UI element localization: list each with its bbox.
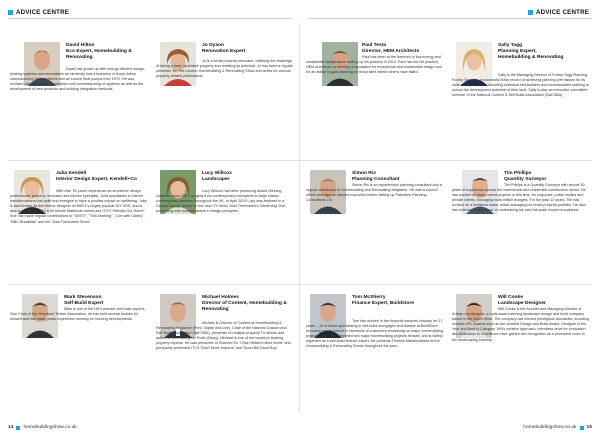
person-name: Tim Phillips: [504, 171, 532, 176]
person-bio: Jo is a serial property renovator, relishing the challenge of taking a tired, lacklustre property and realising its potential. Jo has been a regular presenter for The London Homebuilding & Renovating Show and writes for various property-related publications.: [156, 59, 293, 79]
person-role: Finance Expert, Buildstore: [352, 301, 414, 306]
profile-card: [304, 32, 446, 156]
left-page-number: 14: [8, 425, 14, 430]
right-header: [528, 9, 589, 16]
left-header: [8, 9, 69, 16]
person-role: Interior Design Expert, Kendell+Co: [56, 177, 137, 182]
person-bio: Tim Phillips is a Quantity Surveyor with almost 30 years of experience across the commercial and residential construction sector. He has worked on many varied projects in this time, for corporate, public bodies and private clients, managing multi-million budgets. For the past 12 years, Tim has worked on a freelance basis, whilst managing his rental property portfolio. He also has extensive experience of undertaking his own full-scale house renovations.: [452, 183, 586, 213]
header-square-icon: [8, 10, 13, 15]
person-bio: Tom has worked in the financial services industry for 27 years – 14 of these specialising in self-build mortgages and finance at BuildStore, providing expert advice to hundreds of customers embarking on major homebuilding projects. Tom has completed two major homebuilding projects himself, and is widely regarded as a self-build finance expert. He presents Finance Masterclasses at the Homebuilding & Renovating Shows throughout the year.: [306, 319, 444, 349]
person-name: Simon Rix: [352, 171, 376, 176]
row-divider: [8, 160, 592, 161]
person-bio: With over 30 years' experience as an interior design professional, property renovator and kitchen specialist, Julia specialises in interior transformations that uplift and energise to have a positive impact on wellbeing. Julia is best known as the interior designer on BBC1's hugely popular DIY SOS, and is also a regular on ITV1's 60 Minute Makeover series and ITV's "Rebuild Our Home". She has made regular contributions to "GMTV", "This Morning", "Live with Gabby", "BBC Breakfast" and the "Alan Titchmarsh Show".: [10, 189, 147, 224]
person-bio: Lucy Willcox has been producing Award Winning Gardens since 2007, ranging from contemporary courtyards to large classic contemporary gardens throughout the UK. In April 2024 Lucy was featured in a Garden Design Series on the new ITV show 'Alan Titchmarsh's Gardening Club', presenting mini masterclasses in design principles.: [156, 189, 288, 214]
profile-card: [450, 288, 592, 412]
profile-card: [8, 32, 150, 156]
footer-square-icon: [16, 426, 20, 430]
row-divider: [8, 284, 592, 285]
left-header-rule: [8, 18, 292, 19]
profile-card: [8, 164, 150, 282]
page-gutter: [299, 22, 300, 414]
person-name: David Hilton: [66, 43, 95, 48]
person-role: Quantity Surveyor: [504, 177, 547, 182]
person-name: Julia Kendell: [56, 171, 87, 176]
person-role: Landscaper: [202, 177, 230, 182]
person-name: Mark Stevenson: [64, 295, 102, 300]
profile-card: [8, 288, 150, 412]
person-name: Lucy Willcox: [202, 171, 232, 176]
left-footer: [8, 425, 77, 430]
profile-card: [304, 288, 446, 412]
person-role: Renovation Expert: [202, 49, 246, 54]
right-page-number: 15: [586, 425, 592, 430]
person-role: Director, HEM Architects: [362, 49, 420, 54]
person-role: Planning Consultant: [352, 177, 400, 182]
person-name: Jo Dyson: [202, 43, 225, 48]
person-bio: Sally is the Managing Director of Foxley Tagg Planning. Foxley Tagg has a successful track record of achieving planning permission for its wide variety of clients including individual self-builders and housebuilders seeking to unlock the development potential of their land. Sally is also an executive committee member of the National Custom & Self-Build Association (NaCSBA).: [452, 73, 589, 98]
person-role: Director of Content, Homebuilding & Renovating: [202, 301, 287, 312]
right-footer: [523, 425, 592, 430]
person-bio: David has grown up with energy efficient design, heating systems and renewables as his family had a business in South Africa manufacturing Solar systems and air source heat pumps from 1979. He was involved with the design, installation and commissioning of systems as well as the development of new products and building integration methods.: [10, 67, 146, 92]
right-header-rule: [308, 18, 592, 19]
person-bio: Will Cooke is the founder and Managing Director of Artisan Landscapes, a multi-award-winning landscape design and build company based in the South West. The company has earned prestigious accolades, including multiple APL Awards such as the coveted Design and Build Award, Designer of the Year and Best in Category. Will's creative approach, relentless drive for innovation and dedication to excellence have gained him recognition as a prominent voice in the landscaping industry.: [452, 307, 590, 342]
person-name: Tom McSherry: [352, 295, 386, 300]
left-header-title: ADVICE CENTRE: [16, 9, 70, 16]
person-name: Paul Testa: [362, 43, 387, 48]
person-bio: Paul has been at the forefront of low energy and sustainable design since setting up his practice in 2010. Paul has led his practice, HEM Architects, to develop a reputation for exceptional and sustainable design and for an ability to gain planning on tricky sites where others have failed.: [306, 55, 442, 75]
profile-card: [154, 164, 296, 282]
left-footer-site: homebuildingshow.co.uk: [23, 425, 77, 430]
person-name: Sally Tagg: [498, 43, 523, 48]
profile-card: [304, 164, 446, 282]
person-role: Self-Build Expert: [64, 301, 104, 306]
footer-square-icon: [580, 426, 584, 430]
person-bio: Michael is Director of Content at Homebuilding & Renovating Magazine (Print, Digital and Live), Chair of the National Custom and Self-Build Association (NaCSBA), presenter of multiple property TV shows and author of Renovating for Profit (Ebury). Michael is one of the country's leading property experts. He was presenter of Channel 5's 'I Own Britain's Best Home' and previously presented ITV's 'Don't Move Improve' and 'Good Bid Good Buy'.: [156, 321, 291, 351]
person-role: Planning Expert, Homebuilding & Renovating: [498, 49, 564, 60]
right-header-title: ADVICE CENTRE: [536, 9, 590, 16]
header-square-icon: [528, 10, 533, 15]
person-bio: Mark is one of the UK's premier self-build experts, Vice Chair of the Structural Timber Association, he has built several houses for himself and has many years experience working on housing developments.: [10, 307, 146, 322]
right-footer-site: homebuildingshow.co.uk: [523, 425, 577, 430]
person-role: Landscape Designer: [498, 301, 546, 306]
profile-card: [450, 32, 592, 156]
person-name: Michael Holmes: [202, 295, 239, 300]
profile-card: [450, 164, 592, 282]
profile-card: [154, 32, 296, 156]
profile-card: [154, 288, 296, 412]
person-role: Eco Expert, Homebuilding & Renovating: [66, 49, 132, 60]
person-name: Will Cooke: [498, 295, 523, 300]
person-bio: Simon Rix is an experienced planning consultant and a regular contributor to Homebuilding and Renovating Magazine. He was a council officer and later an elected councillor before setting up Plainview Planning Consultants Ltd.: [306, 183, 442, 203]
